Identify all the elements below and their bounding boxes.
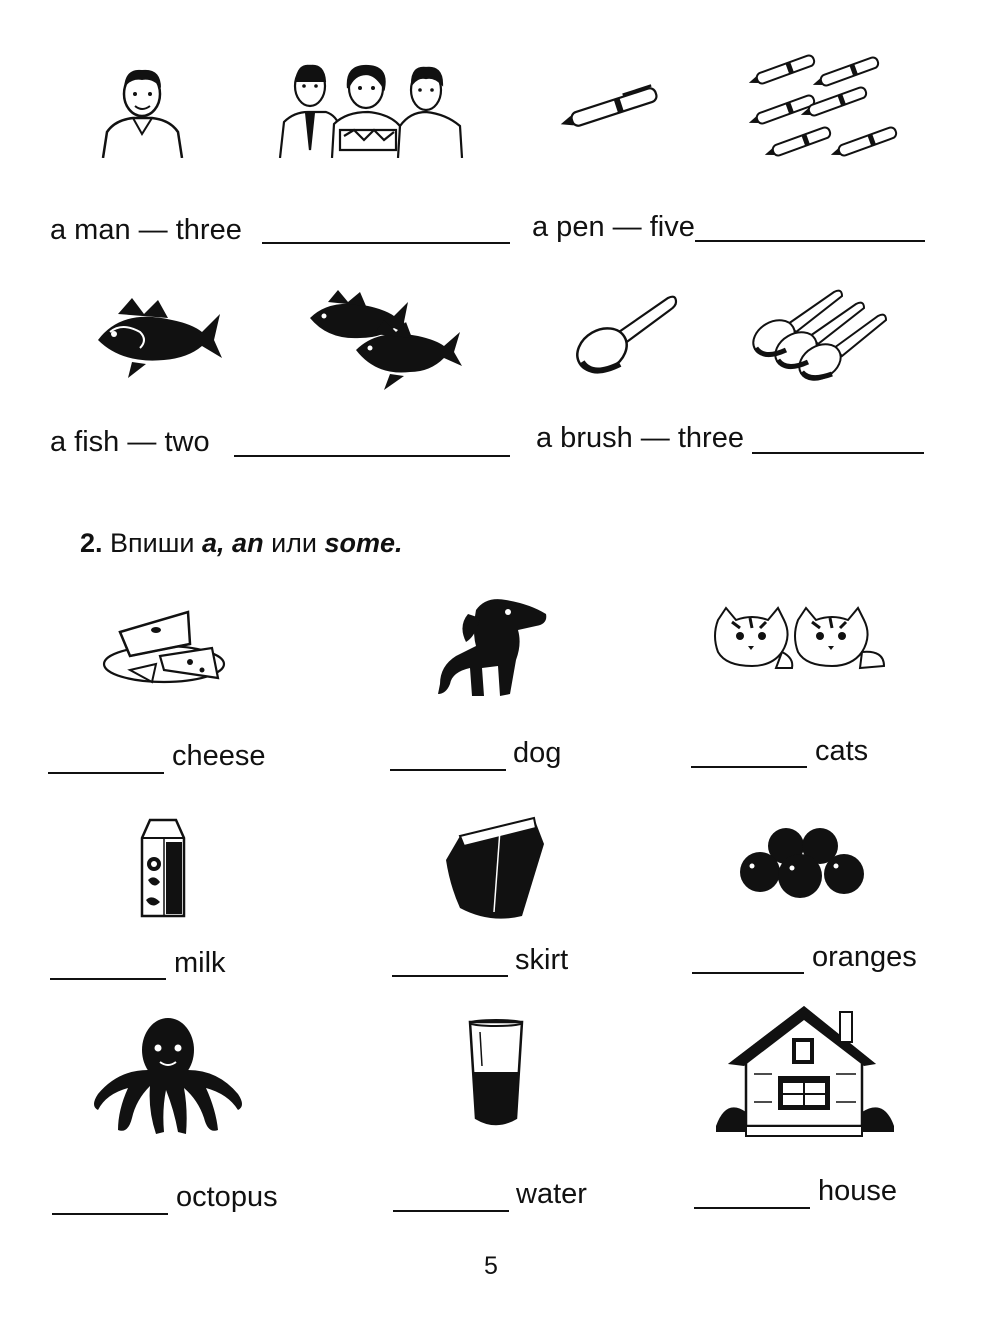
- plural-item-brush: a brush — three: [536, 422, 744, 454]
- option-some: some.: [324, 528, 403, 558]
- five-pens-icon: [738, 54, 904, 160]
- number-word: three: [175, 214, 242, 246]
- answer-line-cats[interactable]: [691, 766, 807, 768]
- word-octopus: octopus: [176, 1181, 278, 1213]
- answer-line-brushes[interactable]: [752, 452, 924, 454]
- plural-item-pen: a pen — five: [532, 211, 695, 243]
- instruction-connector: или: [271, 528, 317, 558]
- word-cats: cats: [815, 735, 869, 767]
- three-brushes-icon: [748, 286, 888, 382]
- oranges-icon: [738, 826, 868, 900]
- dog-icon: [436, 596, 552, 700]
- octopus-icon: [88, 1014, 248, 1138]
- answer-line-skirt[interactable]: [392, 975, 508, 977]
- milk-carton-icon: [136, 816, 190, 920]
- pen-icon: [556, 82, 672, 132]
- house-icon: [716, 1002, 894, 1138]
- glass-of-water-icon: [466, 1018, 526, 1130]
- word-house: house: [818, 1175, 898, 1207]
- word-oranges: oranges: [812, 941, 917, 973]
- answer-line-cheese[interactable]: [48, 772, 164, 774]
- plural-item-fish: a fish — two: [50, 426, 210, 458]
- exercise-number: 2.: [80, 528, 103, 558]
- skirt-icon: [440, 816, 550, 920]
- answer-line-dog[interactable]: [390, 769, 506, 771]
- answer-line-oranges[interactable]: [692, 972, 804, 974]
- page-number: 5: [484, 1252, 498, 1280]
- brush-icon: [572, 290, 680, 380]
- singular-word: a brush: [536, 422, 633, 454]
- word-dog: dog: [513, 737, 562, 769]
- answer-line-men[interactable]: [262, 242, 510, 244]
- three-men-icon: [276, 60, 464, 158]
- answer-line-milk[interactable]: [50, 978, 166, 980]
- fish-icon: [92, 292, 224, 382]
- word-water: water: [516, 1178, 587, 1210]
- man-icon: [95, 62, 190, 158]
- answer-line-house[interactable]: [694, 1207, 810, 1209]
- singular-word: a pen: [532, 211, 605, 243]
- cats-icon: [712, 606, 888, 672]
- singular-word: a fish: [50, 426, 120, 458]
- instruction-verb: Впиши: [110, 528, 195, 558]
- word-milk: milk: [174, 947, 226, 979]
- number-word: three: [677, 422, 744, 454]
- answer-line-fish[interactable]: [234, 455, 510, 457]
- plural-item-man: a man — three: [50, 214, 242, 246]
- answer-line-pens[interactable]: [695, 240, 925, 242]
- number-word: five: [649, 211, 695, 243]
- answer-line-octopus[interactable]: [52, 1213, 168, 1215]
- answer-line-water[interactable]: [393, 1210, 509, 1212]
- number-word: two: [164, 426, 210, 458]
- cheese-icon: [100, 608, 228, 686]
- singular-word: a man: [50, 214, 131, 246]
- two-fish-icon: [306, 288, 468, 392]
- word-skirt: skirt: [515, 944, 569, 976]
- exercise-2-heading: [80, 528, 403, 559]
- word-cheese: cheese: [172, 740, 266, 772]
- option-a-an: a, an: [202, 528, 264, 558]
